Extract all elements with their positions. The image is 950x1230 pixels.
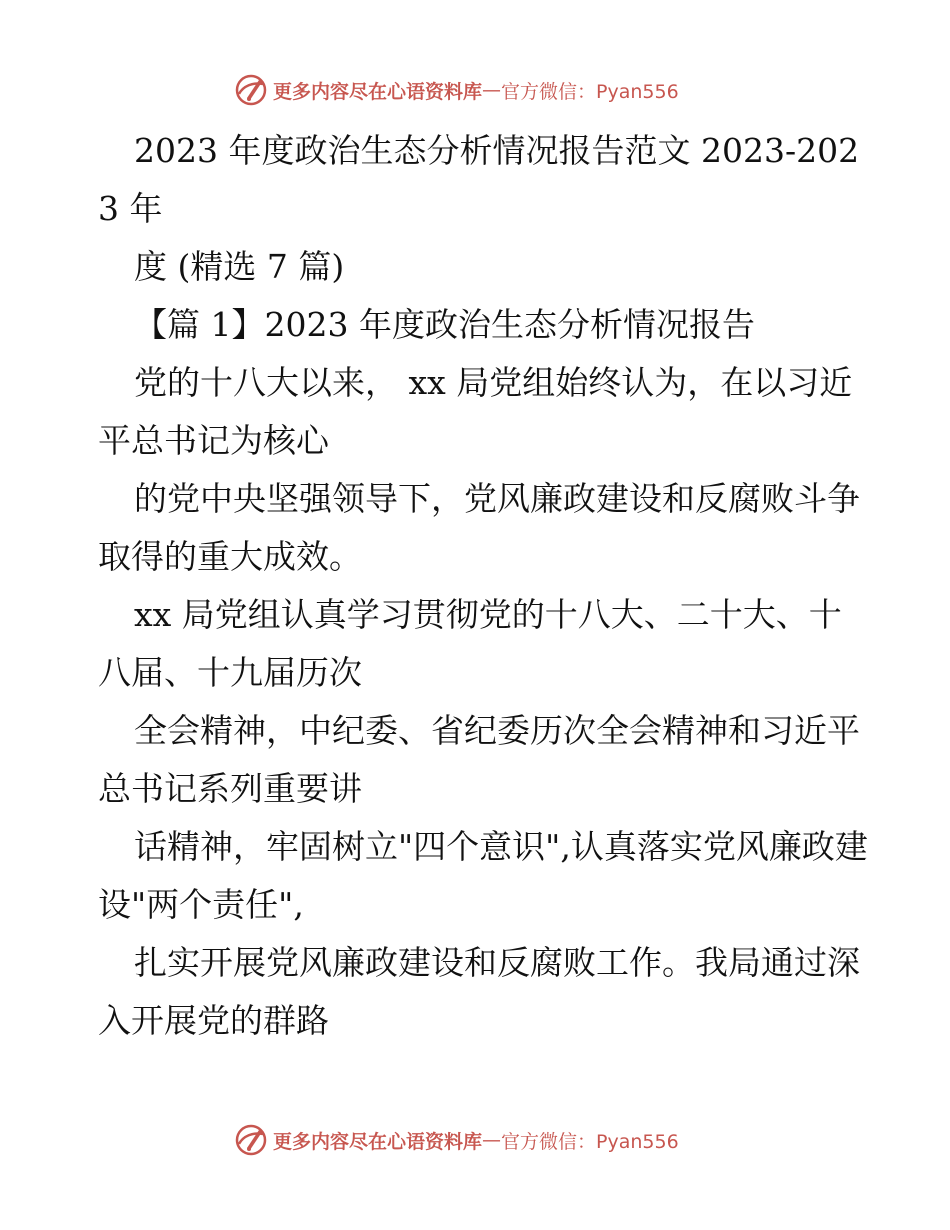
footer-watermark <box>233 1120 713 1160</box>
watermark-wechat: 官方微信：Pyan556 <box>501 80 679 103</box>
watermark-text: 更多内容尽在心语资料库 <box>273 1130 483 1153</box>
paragraph: 党的十八大以来， xx 局党组始终认为，在以习近平总书记为核心 <box>98 363 853 460</box>
watermark-text: 更多内容尽在心语资料库 <box>273 80 483 103</box>
paragraph: 【篇 1】2023 年度政治生态分析情况报告 <box>134 305 755 344</box>
header-watermark <box>233 70 713 110</box>
pen-logo-icon <box>233 1122 269 1158</box>
watermark-dash: — <box>482 79 502 101</box>
paragraph: 的党中央坚强领导下，党风廉政建设和反腐败斗争取得的重大成效。 <box>98 479 860 576</box>
watermark-dash: — <box>482 1129 502 1151</box>
paragraph: 度 (精选 7 篇) <box>134 247 345 286</box>
paragraph: 全会精神，中纪委、省纪委历次全会精神和习近平总书记系列重要讲 <box>98 711 860 808</box>
document-body <box>98 122 868 1050</box>
paragraph: 话精神，牢固树立"四个意识",认真落实党风廉政建设"两个责任", <box>98 827 868 924</box>
paragraph: 扎实开展党风廉政建设和反腐败工作。我局通过深入开展党的群路 <box>98 943 860 1040</box>
watermark-wechat: 官方微信：Pyan556 <box>501 1130 679 1153</box>
pen-logo-icon <box>233 72 269 108</box>
paragraph: xx 局党组认真学习贯彻党的十八大、二十大、十八届、十九届历次 <box>98 595 842 692</box>
paragraph: 2023 年度政治生态分析情况报告范文 2023-2023 年 <box>98 131 860 228</box>
